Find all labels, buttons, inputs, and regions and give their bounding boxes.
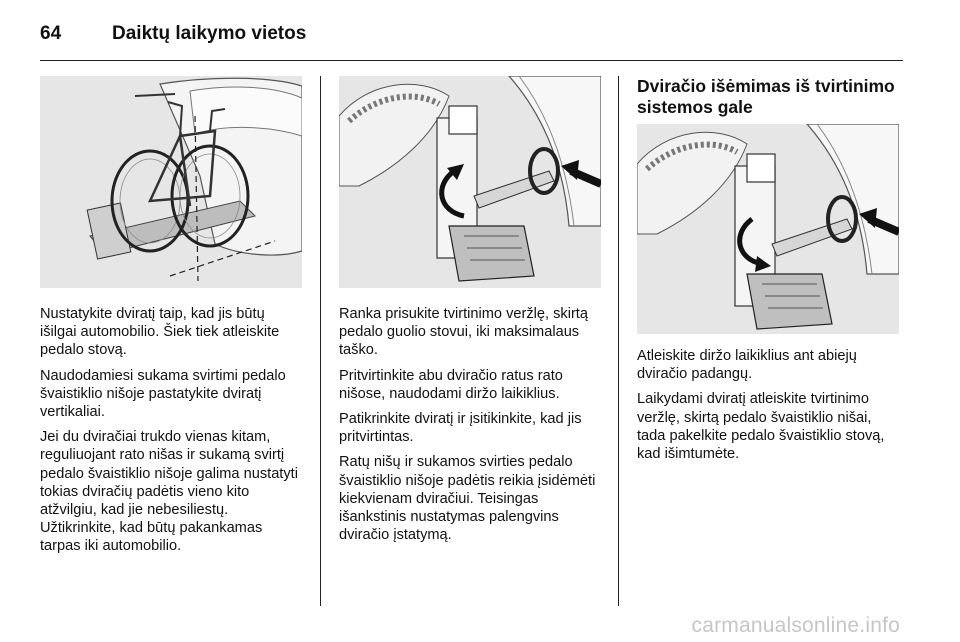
paragraph: Nustatykite dviratį taip, kad jis būtų išilgai automobilio. Šiek tiek atleiskite pedalo stovą. [40, 306, 280, 359]
column-2 [339, 76, 601, 551]
column-1 [40, 76, 302, 563]
paragraph: Atleiskite diržo laikiklius ant abiejų dviračio padangų. [637, 348, 857, 383]
paragraph: Ranka prisukite tvirtinimo veržlę, skirtą pedalo guolio stovui, iki maksimalaus taško. [339, 306, 588, 359]
column-3 [637, 76, 899, 470]
pedal-mount-loosen-illustration [637, 124, 899, 334]
section-title: Daiktų laikymo vietos [112, 23, 307, 44]
paragraph: Ratų nišų ir sukamos svirties pedalo švaistiklio nišoje padėtis reikia įsidėmėti kiekvienam dviračiui. Teisingas išankstinis nustatymas palengvins dviračio įstatymą. [339, 454, 596, 544]
page-number: 64 [40, 23, 62, 44]
header-rule [40, 60, 903, 61]
pedal-mount-tighten-illustration [339, 76, 601, 288]
page-header [40, 14, 306, 54]
subsection-title: Dviračio išėmimas iš tvirtinimo sistemos gale [637, 76, 895, 117]
bike-on-carrier-illustration [40, 76, 302, 288]
paragraph: Jei du dviračiai trukdo vienas kitam, reguliuojant rato nišas ir sukamą svirtį pedalo švaistiklio nišoje galima nustatyti tokias dviračių padėtis vieno kito atžvilgiu, kad jie nebesiliestų. Užtikrinkite, kad būtų pakankamas tarpas iki automobilio. [40, 429, 298, 555]
column-divider-2 [618, 76, 619, 606]
watermark: carmanualsonline.info [691, 614, 900, 637]
column-divider-1 [320, 76, 321, 606]
paragraph: Naudodamiesi sukama svirtimi pedalo švaistiklio nišoje pastatykite dviratį vertikaliai. [40, 367, 286, 421]
paragraph: Pritvirtinkite abu dviračio ratus rato nišose, naudodami diržo laikiklius. [339, 367, 563, 402]
paragraph: Laikydami dviratį atleiskite tvirtinimo veržlę, skirtą pedalo švaistiklio nišai, tada pakelkite pedalo švaistiklio stovą, kad išimtumėte. [637, 391, 885, 463]
paragraph: Patikrinkite dviratį ir įsitikinkite, kad jis pritvirtintas. [339, 411, 582, 446]
